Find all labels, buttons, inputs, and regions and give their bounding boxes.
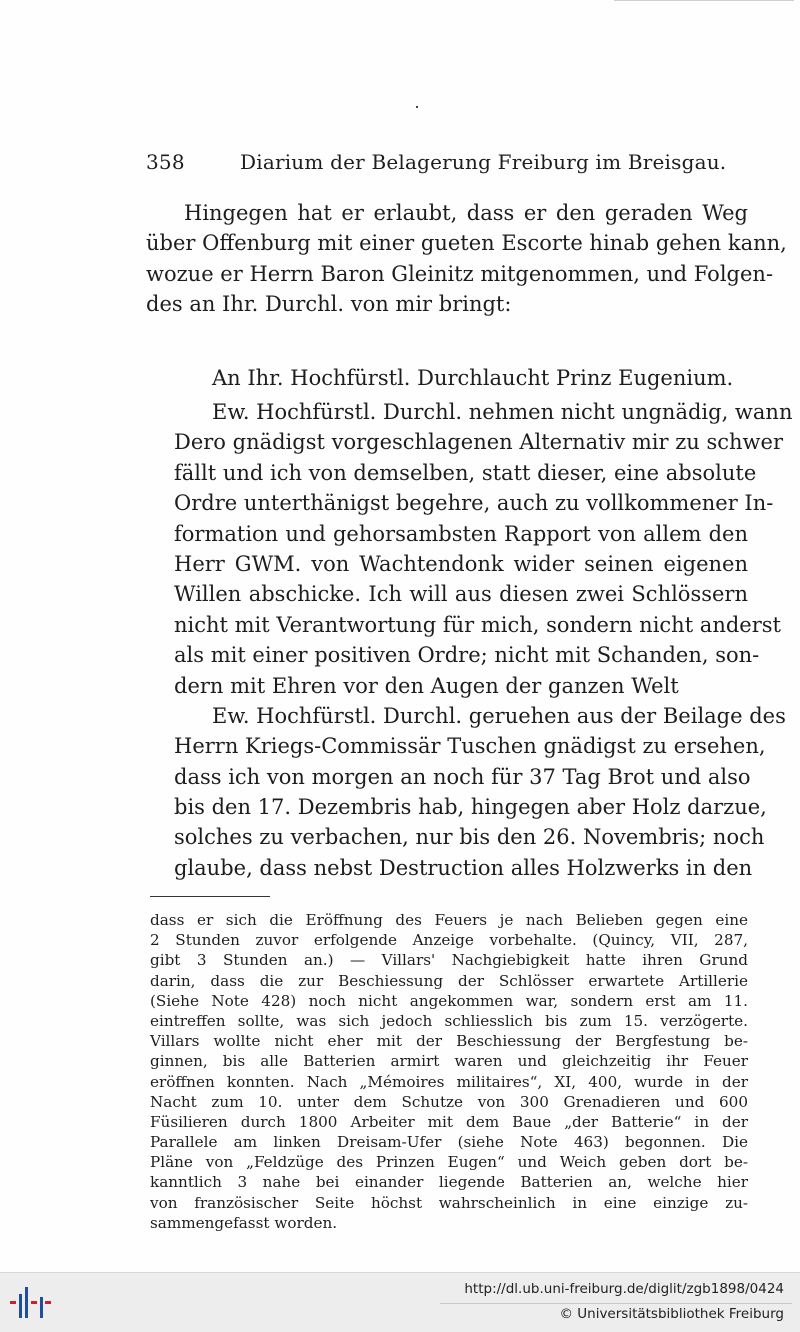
footnote-line: von französischer Seite höchst wahrscheinlich in eine einzige zu- [150, 1193, 748, 1212]
footnote-line: Nacht zum 10. unter dem Schutze von 300 Grenadieren und 600 [150, 1092, 748, 1111]
text-line: Ordre unterthänigst begehre, auch zu vollkommener In- [174, 491, 774, 516]
footnote-line: ginnen, bis alle Batterien armirt waren und gleichzeitig ihr Feuer [150, 1052, 748, 1071]
text-line: dass ich von morgen an noch für 37 Tag Brot und also [174, 764, 751, 789]
text-line: formation und gehorsambsten Rapport von allem den [174, 521, 748, 546]
top-edge-rule [614, 0, 794, 1]
text-line: solches zu verbachen, nur bis den 26. Novembris; noch [174, 825, 765, 850]
text-line: Willen abschicke. Ich will aus diesen zwei Schlössern [174, 582, 748, 607]
running-title: Diarium der Belagerung Freiburg im Breisgau. [240, 150, 727, 174]
footnote-rule [150, 896, 270, 897]
text-line: Hingegen hat er erlaubt, dass er den geraden Weg [184, 201, 748, 225]
paragraph-1 [146, 198, 787, 320]
letter-heading: An Ihr. Hochfürstl. Durchlaucht Prinz Eugenium. [212, 366, 734, 390]
text-line: wozue er Herrn Baron Gleinitz mitgenommen, und Folgen- [146, 261, 774, 286]
text-line: Herr GWM. von Wachtendonk wider seinen eigenen [174, 551, 748, 576]
speck [416, 106, 418, 108]
footnote-line: Füsilieren durch 1800 Arbeiter mit dem Baue „der Batterie“ in der [150, 1112, 748, 1131]
text-line: Ew. Hochfürstl. Durchl. nehmen nicht ungnädig, wann [212, 400, 793, 424]
text-line: Herrn Kriegs-Commissär Tuschen gnädigst zu ersehen, [174, 734, 766, 759]
footnote-line: 2 Stunden zuvor erfolgende Anzeige vorbehalte. (Quincy, VII, 287, [150, 931, 748, 950]
text-line: Dero gnädigst vorgeschlagenen Alternativ mir zu schwer [174, 430, 783, 455]
footnote [150, 910, 748, 1233]
text-line: fällt und ich von demselben, statt dieser, eine absolute [174, 460, 757, 485]
footnote-line: darin, dass die zur Beschiessung der Schlösser erwartete Artillerie [150, 971, 748, 990]
text-line: dern mit Ehren vor den Augen der ganzen Welt [174, 673, 679, 698]
footnote-line: (Siehe Note 428) noch nicht angekommen war, sondern erst am 11. [150, 991, 748, 1010]
text-line: des an Ihr. Durchl. von mir bringt: [146, 292, 512, 317]
text-line: bis den 17. Dezembris hab, hingegen aber Holz darzue, [174, 795, 767, 820]
footnote-line: Parallele am linken Dreisam-Ufer (siehe Note 463) begonnen. Die [150, 1133, 748, 1152]
footnote-line: Pläne von „Feldzüge des Prinzen Eugen“ und Weich geben dort be- [150, 1153, 748, 1172]
footnote-line: dass er sich die Eröffnung des Feuers je nach Belieben gegen eine [150, 911, 748, 929]
footnote-line: eintreffen sollte, was sich jedoch schliesslich bis zum 15. verzögerte. [150, 1011, 748, 1030]
ub-freiburg-logo-icon [10, 1285, 52, 1319]
page-number: 358 [146, 150, 185, 174]
footnote-line: kanntlich 3 nahe bei einander liegende Batterien an, welche hier [150, 1173, 748, 1192]
footnote-line: gibt 3 Stunden an.) — Villars' Nachgiebigkeit hatte ihren Grund [150, 951, 748, 970]
letter-body [174, 397, 793, 883]
text-line: über Offenburg mit einer gueten Escorte hinab gehen kann, [146, 231, 787, 256]
text-line: glaube, dass nebst Destruction alles Holzwerks in den [174, 855, 753, 880]
footer-divider [440, 1303, 792, 1304]
permalink-url[interactable]: http://dl.ub.uni-freiburg.de/diglit/zgb1898/0424 [464, 1281, 784, 1297]
text-line: als mit einer positiven Ordre; nicht mit Schanden, son- [174, 643, 760, 668]
copyright-notice: © Universitätsbibliothek Freiburg [559, 1306, 784, 1322]
text-line: nicht mit Verantwortung für mich, sondern nicht anderst [174, 612, 781, 637]
footnote-line: sammengefasst worden. [150, 1213, 338, 1232]
footnote-line: eröffnen konnten. Nach „Mémoires militaires“, XI, 400, wurde in der [150, 1072, 748, 1091]
digital-library-footer [0, 1272, 800, 1332]
text-line: Ew. Hochfürstl. Durchl. geruehen aus der Beilage des [212, 703, 786, 728]
footnote-line: Villars wollte nicht eher mit der Beschiessung der Bergfestung be- [150, 1032, 748, 1051]
